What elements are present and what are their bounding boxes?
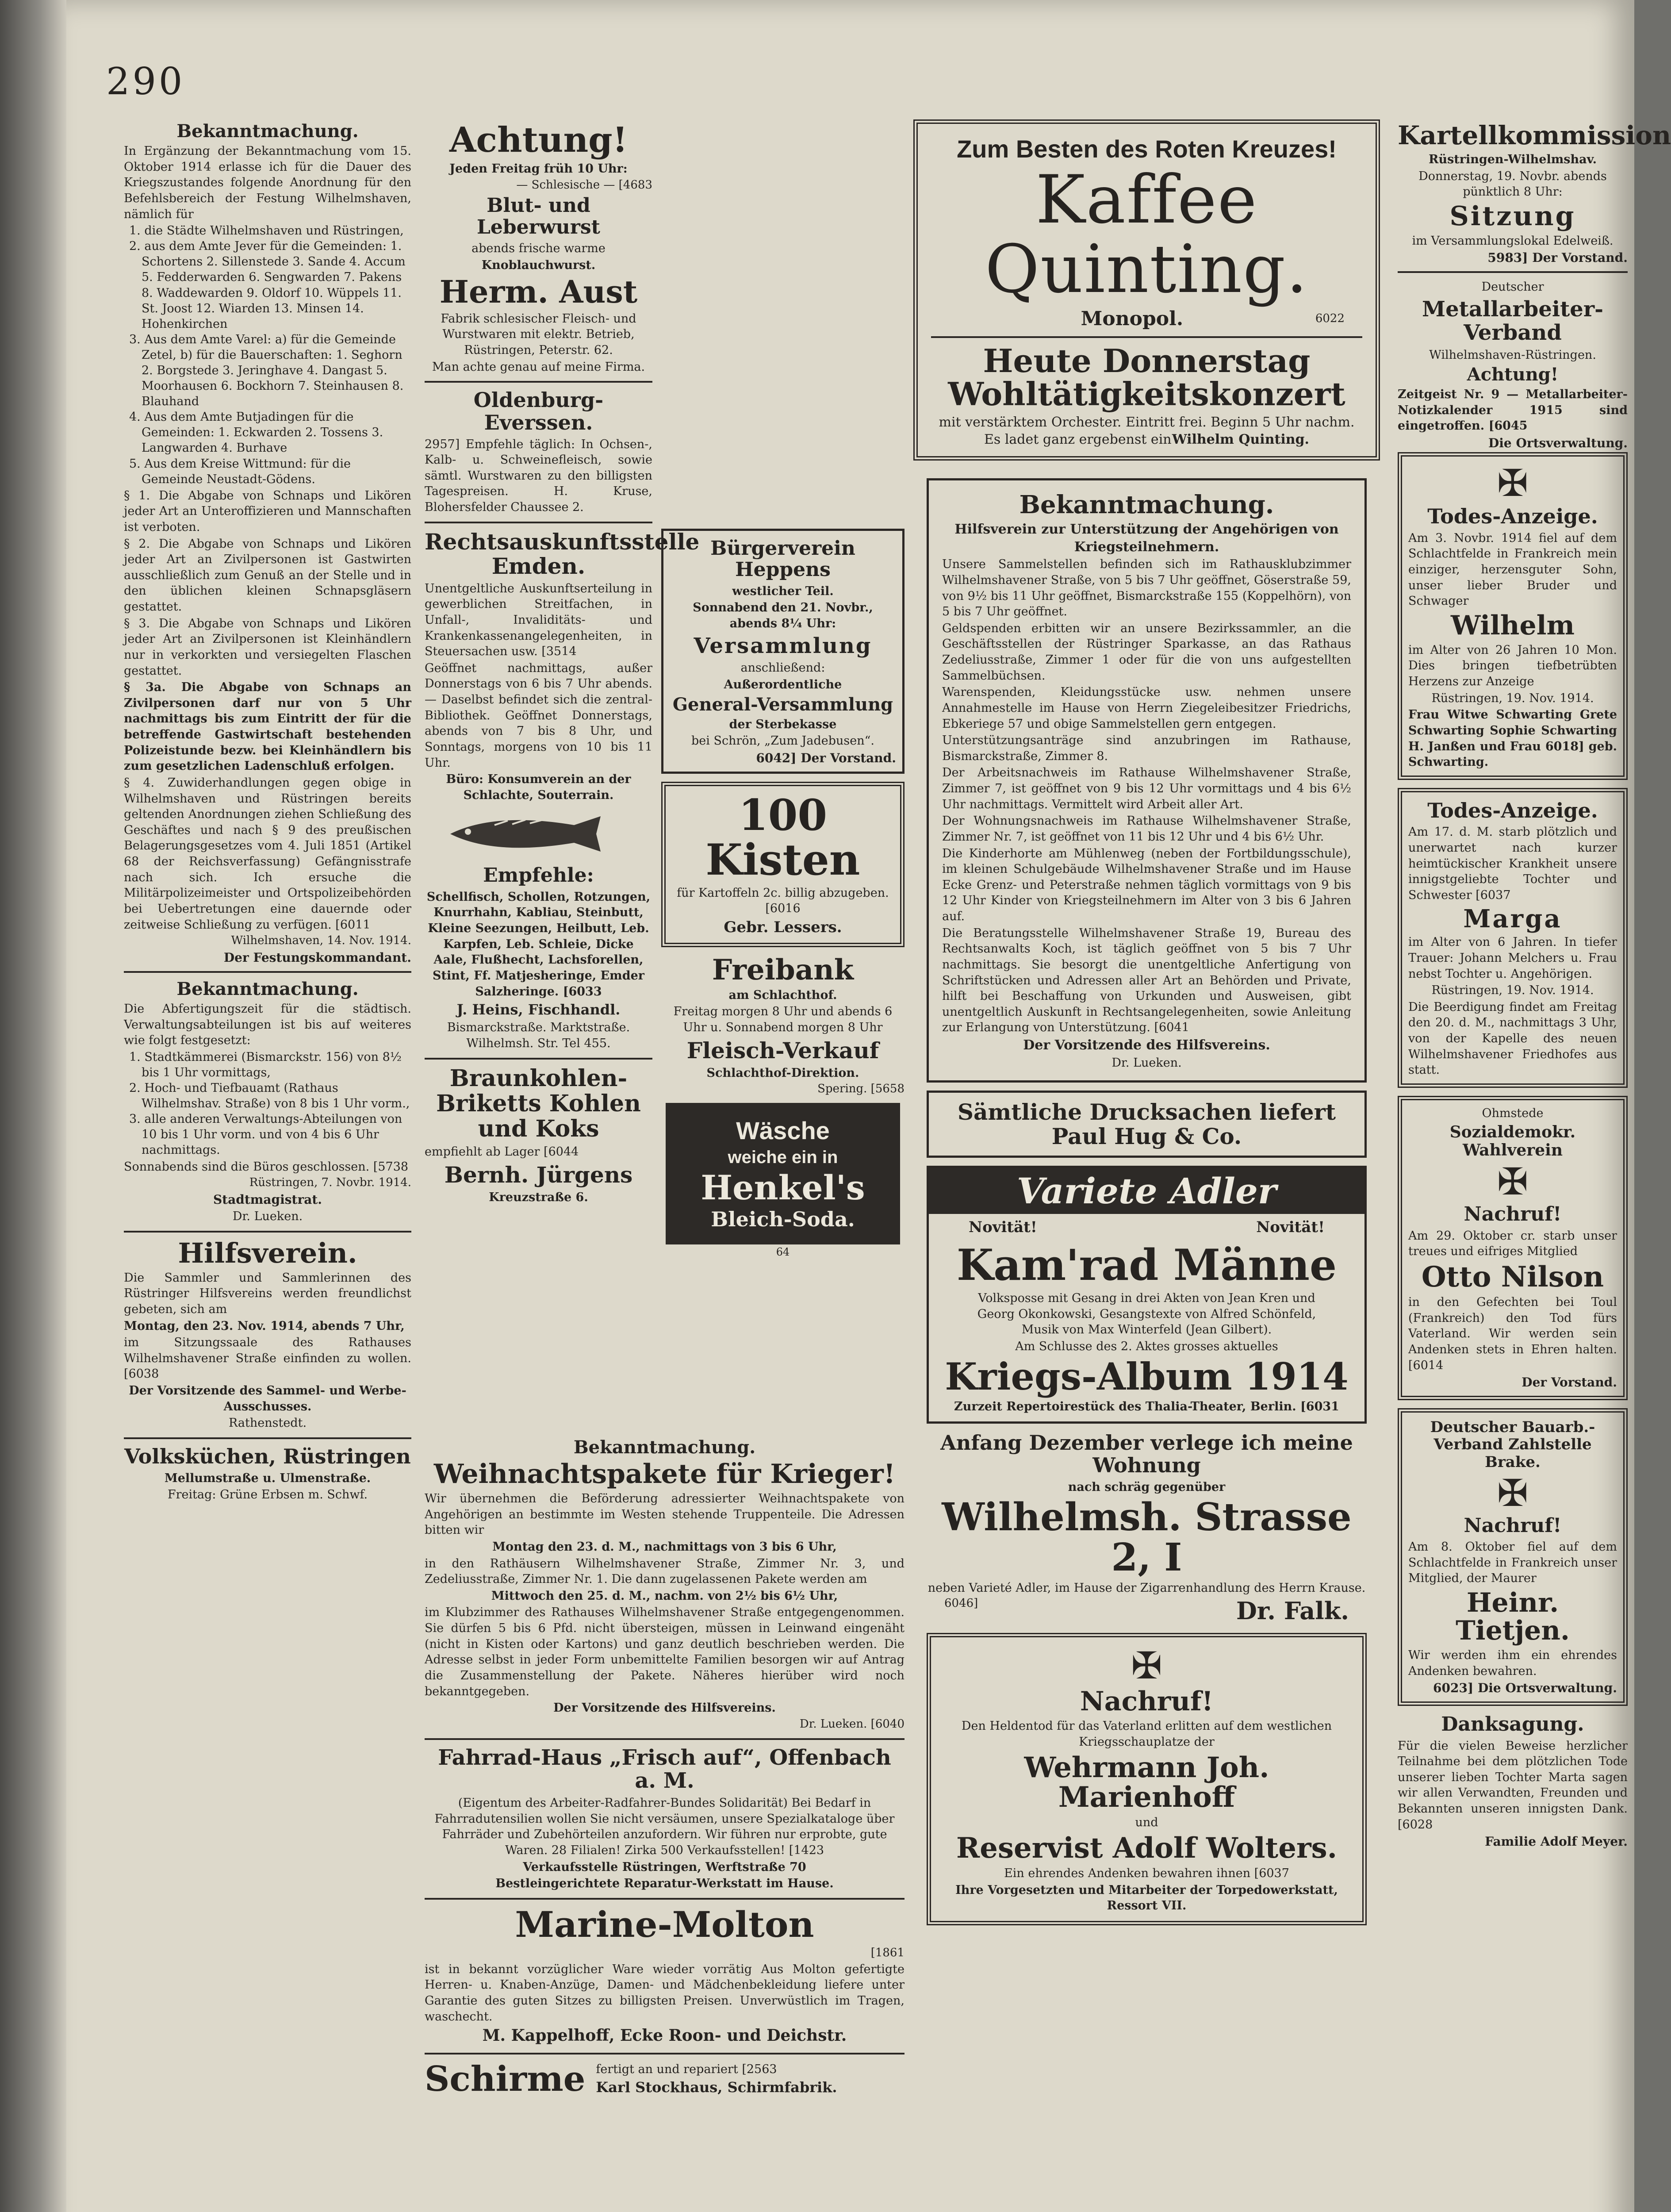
iron-cross-icon: ✠ xyxy=(1131,1644,1162,1688)
notice-title: Bekanntmachung. xyxy=(176,979,359,1000)
signature: Familie Adolf Meyer. xyxy=(1485,1834,1628,1849)
ad-volkskuechen xyxy=(124,1445,411,1503)
list-item: 4. Aus dem Amte Butjadingen für die Gemeinden: 1. Eckwarden 2. Tossens 3. Langwarden 4. Burhave xyxy=(129,410,383,455)
notice-text: in den Gefechten bei Toul (Frankreich) den Tod fürs Vaterland. Wir werden sein Andenken stets in Ehren halten. [6014 xyxy=(1408,1295,1617,1372)
notice-hilfsverein xyxy=(124,1239,411,1431)
ad-invite-row xyxy=(931,432,1362,447)
notice-danksagung xyxy=(1398,1714,1628,1849)
ad-subtitle: Mellumstraße u. Ulmenstraße. xyxy=(164,1471,371,1485)
newspaper-page xyxy=(66,0,1671,2212)
signer-name: Spering. [5658 xyxy=(817,1082,904,1096)
ad-company: M. Kappelhoff, Ecke Roon- und Deichstr. xyxy=(482,2026,847,2045)
ad-title: Kartellkommission xyxy=(1398,120,1671,150)
ad-title: Fahrrad-Haus „Frisch auf“, Offenbach a. M. xyxy=(438,1745,891,1793)
ad-text: fertigt an und repariert [2563 xyxy=(596,2062,777,2076)
list-item: 5. Aus dem Kreise Wittmund: für die Gemeinde Neustadt-Gödens. xyxy=(129,457,351,486)
ad-sub: Rüstringen-Wilhelmshav. xyxy=(1429,152,1597,166)
ad-text: Freitag morgen 8 Uhr und abends 6 Uhr u. Sonnabend morgen 8 Uhr xyxy=(673,1005,893,1035)
ad-buergerverein xyxy=(661,529,904,774)
ad-rechtsauskunft xyxy=(425,528,700,803)
ad-product: Bleich-Soda. xyxy=(711,1207,855,1231)
ad-text: Am Schlusse des 2. Aktes grosses aktuelles xyxy=(1015,1340,1278,1353)
notice-title: Bekanntmachung. xyxy=(176,121,359,142)
ad-text: und xyxy=(1135,1816,1158,1830)
divider xyxy=(425,1898,904,1900)
paragraph: Warenspenden, Kleidungsstücke usw. nehmen unsere Annahmestelle im Hause von Herrn Ziegeleibesitzer Friedrichs, Ebkeriege 57 und obige Sammelstellen gern entgegen. xyxy=(942,685,1351,731)
notice-text: in den Rathäusern Wilhelmshavener Straße, Zimmer Nr. 3, und Zedeliusstraße, Zimmer Nr. 1. Die dann zugelassenen Pakete werden am xyxy=(425,1556,904,1586)
ad-line: mit verstärktem Orchester. Eintritt frei. Beginn 5 Uhr nachm. xyxy=(939,414,1355,430)
paragraph: § 3a. Die Abgabe von Schnaps an Zivilpersonen darf nur von 5 Uhr nachmittags bis zum Eintritt der für die betreffende Gastwirtschaft bestehenden Polizeistunde bezw. bei Kleinhändlern bis zum gesetzlichen Ladenschluß erfolgen. xyxy=(124,680,411,773)
ad-desc: Fabrik schlesischer Fleisch- und Wurstwaren mit elektr. Betrieb, Rüstringen, Peterstr. 62. xyxy=(441,311,636,357)
ad-line: weiche ein in xyxy=(728,1147,838,1167)
ad-text: Knoblauchwurst. xyxy=(481,258,596,272)
ad-pre: Ohmstede xyxy=(1482,1106,1544,1120)
ad-title: Schirme xyxy=(425,2058,586,2099)
page-number: 290 xyxy=(106,60,185,103)
notice-text: Für die vielen Beweise herzlicher Teilnahme bei dem plötzlichen Tode unserer lieben Tochter Marta sagen wir allen Verwandten, Freunden und Bekannten unseren innigsten Dank. [6028 xyxy=(1398,1739,1628,1832)
ad-event: Sitzung xyxy=(1449,200,1576,232)
ad-text: Außerordentliche xyxy=(724,678,842,692)
iron-cross-icon: ✠ xyxy=(1497,1160,1529,1204)
ad-druckerei xyxy=(927,1091,1367,1158)
ad-title: Braunkohlen-Briketts Kohlen und Koks xyxy=(436,1064,641,1143)
signature: Die Ortsverwaltung. xyxy=(1488,436,1628,451)
notice-hours xyxy=(124,979,411,1225)
ad-variete xyxy=(927,1166,1367,1424)
divider xyxy=(1398,271,1628,273)
ad-sub: Wilhelmshaven-Rüstringen. xyxy=(1429,348,1596,362)
notice-text: Am 8. Oktober fiel auf dem Schlachtfelde in Frankreich unser Mitglied, der Maurer xyxy=(1408,1540,1617,1586)
ad-title: Kaffee Quinting. xyxy=(985,161,1308,308)
divider xyxy=(425,2053,904,2055)
deceased-name: Heinr. Tietjen. xyxy=(1456,1587,1570,1646)
notice-text: Wir übernehmen die Beförderung adressierter Weihnachtspakete von Angehörigen an bestimmte im Westen stehende Truppenteile. Die Adressen bitten wir xyxy=(425,1492,904,1537)
paragraph: Die Beratungsstelle Wilhelmshavener Straße 19, Bureau des Rechtsanwalts Koch, ist täglich geöffnet von 5 bis 7 Uhr nachmittags. Sie besorgt die unentgeltliche Anfertigung von Schriftstücken und Adressen aller Art an Behörden und Private, hilft bei Beschaffung von Urkunden und Ausweisen, gibt unentgeltlich Auskunft in Rechtsangelegenheiten, sowie Anleitung zur Erlangung von Unterstützung. [6041 xyxy=(942,926,1351,1035)
ad-metallarbeiter xyxy=(1398,279,1628,450)
ad-code: 6022 xyxy=(1315,312,1345,326)
ad-henkel xyxy=(666,1103,900,1244)
ad-text: Volksposse mit Gesang in drei Akten von Jean Kren und Georg Okonkowski, Gesangstexte von Alfred Schönfeld, Musik von Max Winterfeld (Jean Gilbert). xyxy=(977,1291,1316,1337)
ad-title: Sozialdemokr. Wahlverein xyxy=(1449,1122,1576,1160)
notice-date: Mittwoch den 25. d. M., nachm. von 2½ bis 6½ Uhr, xyxy=(491,1589,838,1603)
signature: Wilhelm Quinting. xyxy=(1172,432,1309,448)
notice-text: im Sitzungssaale des Rathauses Wilhelmshavener Straße einfinden zu wollen. [6038 xyxy=(124,1336,411,1381)
paragraph: § 1. Die Abgabe von Schnaps und Likören jeder Art an Unteroffizieren und Mannschaften ist verboten. xyxy=(124,488,411,534)
ad-text: Zeitgeist Nr. 9 — Metallarbeiter-Notizkalender 1915 sind eingetroffen. [6045 xyxy=(1398,388,1628,433)
signer-name: Dr. Lueken. xyxy=(1111,1056,1182,1070)
column-1 xyxy=(124,119,411,1504)
ad-line: Bestleingerichtete Reparatur-Werkstatt im Hause. xyxy=(495,1877,834,1891)
ad-title: Achtung! xyxy=(449,120,628,160)
obituary-tietjen xyxy=(1398,1408,1628,1706)
ad-novelty: Novität! xyxy=(1256,1218,1325,1237)
notice-text: Am 29. Oktober cr. starb unser treues und eifriges Mitglied xyxy=(1408,1229,1617,1259)
notice-title: Bekanntmachung. xyxy=(573,1437,756,1458)
paragraph: Geldspenden erbitten wir an unsere Bezirkssammler, an die Geschäftsstellen der Rüstringer Sparkasse, an das Rathaus Zedeliusstraße, Zimmer 1 oder für die von uns aufgestellten Sammelbüchsen. xyxy=(942,621,1351,683)
divider xyxy=(425,1058,652,1060)
ad-date: Sonnabend den 21. Novbr., abends 8¼ Uhr: xyxy=(693,601,873,631)
death-notice-wilhelm xyxy=(1398,452,1628,780)
ad-body xyxy=(596,2061,837,2098)
ad-text: Ein ehrendes Andenken bewahren ihnen [6037 xyxy=(1004,1866,1289,1880)
ad-text: 2957] Empfehle täglich: In Ochsen-, Kalb- u. Schweinefleisch, sowie sämtl. Wurstwaren zu den billigsten Tagespreisen. H. Kruse, Blohersfelder Chaussee 2. xyxy=(425,437,652,515)
paragraph: Die Kinderhorte am Mühlenweg (neben der Fortbildungsschule), im kleinen Schulgebäude Wilhelmshavener Straße und im Hause Ecke Grenz- und Peterstraße nehmen täglich vormittags von 9 bis 12 Uhr Kinder von Kriegsteilnehmern im Alter von 3 bis 6 Jahren auf. xyxy=(942,846,1351,924)
notice-title: Danksagung. xyxy=(1441,1713,1584,1736)
notice-date: Montag den 23. d. M., nachmittags von 3 bis 6 Uhr, xyxy=(492,1540,837,1554)
ad-event: Fleisch-Verkauf xyxy=(686,1037,879,1064)
ad-top: Zum Besten des Roten Kreuzes! xyxy=(957,135,1337,163)
signer-name: Dr. Lueken. xyxy=(232,1209,303,1223)
signer-name: Dr. Lueken. [6040 xyxy=(799,1717,904,1731)
paragraph: Der Wohnungsnachweis im Rathause Wilhelmshavener Straße, Zimmer Nr. 7, ist geöffnet von 11 bis 12 Uhr und 4 bis 6½ Uhr. xyxy=(942,814,1351,844)
fish-illustration xyxy=(441,807,636,860)
list-item: 2. aus dem Amte Jever für die Gemeinden: 1. Schortens 2. Sillenstede 3. Sande 4. Accum 5. Fedderwarden 6. Sengwarden 7. Pakens 8. Waddewarden 9. Oldorf 10. Wüppels 11. St. Joost 12. Wiarden 13. Minsen 14. Hohenkirchen xyxy=(129,239,406,331)
list-item: 1. die Städte Wilhelmshaven und Rüstringen, xyxy=(129,224,404,238)
signature: Stadtmagistrat. xyxy=(213,1192,322,1207)
signature: 6042] Der Vorstand. xyxy=(756,750,896,765)
ad-title: Metallarbeiter-Verband xyxy=(1422,297,1604,345)
ad-company: J. Heins, Fischhandl. xyxy=(456,1001,621,1018)
ad-sub: westlicher Teil. xyxy=(732,584,834,598)
divider xyxy=(124,1231,411,1233)
notice-intro: In Ergänzung der Bekanntmachung vom 15. Oktober 1914 erlasse ich für die Dauer des Kriegszustandes folgende Anordnung für den Befehlsbereich der Festung Wilhelmshaven, nämlich für xyxy=(124,144,411,221)
ad-text: ist in bekannt vorzüglicher Ware wieder vorrätig Aus Molton gefertigte Herren- u. Knaben-Anzüge, Damen- und Mädchenbekleidung liefere unter Garantie des guten Sitzes zu billigsten Preisen. Unverwüstlich im Tragen, waschecht. xyxy=(425,1962,904,2024)
ad-schirme xyxy=(425,2058,904,2099)
ad-kruse xyxy=(425,389,652,515)
notice-text: Am 17. d. M. starb plötzlich und unerwartet nach kurzer heimtückischer Krankheit unsere innigstgeliebte Tochter und Schwester [6037 xyxy=(1408,825,1617,902)
ad-freibank xyxy=(661,955,904,1097)
ad-text: Den Heldentod für das Vaterland erlitten auf dem westlichen Kriegsschauplatze der xyxy=(961,1719,1332,1749)
signer-name: Rathenstedt. xyxy=(228,1416,307,1430)
deceased-name: Otto Nilson xyxy=(1421,1260,1604,1294)
ad-text: neben Varieté Adler, im Hause der Zigarrenhandlung des Herrn Krause. xyxy=(927,1581,1366,1595)
ad-event: General-Versammlung xyxy=(672,694,893,715)
ad-text: für Kartoffeln 2c. billig abzugeben. [6016 xyxy=(677,886,889,916)
ad-title: Volksküchen, Rüstringen xyxy=(124,1444,411,1468)
paragraph: Der Arbeitsnachweis im Rathause Wilhelmshavener Straße, Zimmer 7, ist geöffnet von 9 bis 12 Uhr vormittags und 4 bis 6½ Uhr nachmittags. Vermittelt wird Arbeit aller Art. xyxy=(942,766,1351,811)
signature: Ihre Vorgesetzten und Mitarbeiter der Torpedowerkstatt, Ressort VII. xyxy=(955,1883,1338,1913)
ad-novelty: Novität! xyxy=(969,1218,1037,1237)
paragraph: Unterstützungsanträge sind anzubringen im Rathause, Bismarckstraße, Zimmer 8. xyxy=(942,733,1351,763)
notice-intro: Die Abfertigungszeit für die städtisch. Verwaltungsabteilungen ist bis auf weiteres wie folgt festgesetzt: xyxy=(124,1002,411,1048)
ad-kisten xyxy=(661,782,904,947)
death-notice-marga xyxy=(1398,788,1628,1088)
ad-footer-row xyxy=(927,1597,1367,1625)
iron-cross-icon: ✠ xyxy=(1497,1471,1529,1515)
ad-kaffee-quinting xyxy=(913,119,1380,461)
notice-title: Nachruf! xyxy=(1464,1203,1562,1226)
deceased-name: Marga xyxy=(1463,904,1562,933)
notice-weihnachtspakete xyxy=(425,1437,904,1732)
notice-fortress xyxy=(124,121,411,965)
signature: Der Vorsitzende des Hilfsvereins. xyxy=(553,1701,776,1715)
ad-code: 6046] xyxy=(944,1597,978,1610)
notice-text: Die Sammler und Sammlerinnen des Rüstringer Hilfsvereins werden freundlichst gebeten, sich am xyxy=(124,1271,411,1316)
ad-text: Geöffnet nachmittags, außer Donnerstags von 6 bis 7 Uhr abends. — Daselbst befindet sich die zentral-Bibliothek. Geöffnet Donnerstags, abends von 7 bis 8 Uhr, und Sonntags, morgens von 10 bis 11 Uhr. xyxy=(425,661,652,770)
iron-cross-icon: ✠ xyxy=(1497,461,1529,505)
divider xyxy=(425,1738,904,1740)
ad-address: Wilhelmsh. Strasse 2, I xyxy=(942,1495,1352,1580)
ad-sub: — Schlesische — [4683 xyxy=(516,178,652,192)
ad-code: [1861 xyxy=(870,1946,904,1959)
ad-title: Nachruf! xyxy=(1080,1686,1214,1717)
ad-show: Kam'rad Männe xyxy=(956,1240,1337,1290)
ad-title: Deutscher Bauarb.-Verband Zahlstelle Brake. xyxy=(1430,1418,1595,1471)
notice-title: Hilfsverein. xyxy=(178,1237,357,1269)
ad-location: bei Schrön, „Zum Jadebusen“. xyxy=(691,734,874,748)
ad-title: Marine-Molton xyxy=(515,1903,814,1945)
divider xyxy=(931,336,1362,338)
place-date: Rüstringen, 19. Nov. 1914. xyxy=(1431,983,1594,998)
ad-note: Man achte genau auf meine Firma. xyxy=(432,360,645,374)
ad-title: 100 Kisten xyxy=(705,790,860,885)
notice-text: Wir werden ihm ein ehrendes Andenken bewahren. xyxy=(1408,1648,1617,1678)
ad-juergens xyxy=(425,1066,652,1206)
ad-company: Herm. Aust xyxy=(439,273,638,311)
ad-date: Donnerstag, 19. Novbr. abends pünktlich 8 Uhr: xyxy=(1418,169,1607,199)
ad-text: anschließend: xyxy=(740,661,825,675)
notice-sub: Hilfsverein zur Unterstützung der Angehörigen von Kriegsteilnehmern. xyxy=(954,522,1339,555)
ad-line: Wäsche xyxy=(736,1117,830,1145)
ad-text: empfiehlt ab Lager [6044 xyxy=(425,1145,579,1159)
ad-heins xyxy=(425,865,652,1051)
notice-text: Am 3. Novbr. 1914 fiel auf dem Schlachtfelde in Frankreich mein einziger, herzensguter Sohn, unser lieber Bruder und Schwager xyxy=(1408,531,1617,608)
ad-novelty-row xyxy=(929,1214,1364,1240)
book-spine xyxy=(0,0,66,2212)
ad-title: Oldenburg-Everssen. xyxy=(473,388,604,434)
notice-title: Todes-Anzeige. xyxy=(1427,504,1598,529)
ad-company: Gebr. Lessers. xyxy=(724,918,842,936)
ad-text: Freitag: Grüne Erbsen m. Schwf. xyxy=(167,1488,368,1502)
place-date: Rüstringen, 19. Nov. 1914. xyxy=(1431,691,1594,705)
notice-text: im Alter von 26 Jahren 10 Mon. Dies bringen tiefbetrübten Herzens zur Anzeige xyxy=(1408,643,1617,689)
notice-bekanntmachung-hilfsverein xyxy=(927,478,1367,1083)
ad-aust xyxy=(425,122,652,375)
list-item: 2. Hoch- und Tiefbauamt (Rathaus Wilhelmshav. Straße) von 8 bis 1 Uhr vorm., xyxy=(129,1081,410,1111)
ad-line: Es ladet ganz ergebenst ein xyxy=(984,432,1172,448)
ad-brand: Henkel's xyxy=(701,1167,865,1207)
signature: Schlachthof-Direktion. xyxy=(706,1066,859,1080)
ad-title: Bürgerverein Heppens xyxy=(710,537,855,581)
ad-nachruf-torpedo xyxy=(927,1633,1367,1925)
place-date: Rüstringen, 7. Novbr. 1914. xyxy=(249,1176,411,1190)
ad-mono: Monopol. xyxy=(1081,307,1184,330)
ad-mono-row xyxy=(931,307,1362,330)
ad-fahrrad xyxy=(425,1746,904,1892)
ad-marine-molton xyxy=(425,1903,904,2047)
notice-headline: Weihnachtspakete für Krieger! xyxy=(433,1459,896,1490)
ad-name: Dr. Falk. xyxy=(1236,1597,1349,1625)
divider xyxy=(124,1437,411,1439)
ad-title: Freibank xyxy=(712,953,854,987)
column-3 xyxy=(661,529,904,1427)
paragraph: § 4. Zuwiderhandlungen gegen obige in Wilhelmshaven und Rüstringen bereits geltenden Anordnungen ziehen Schließung des Geschäftes und nach § 9 des preußischen Belagerungsgesetzes vom 4. Juli 1851 (Artikel 68 der Reichsverfassung) Gefängnisstrafe nach sich. Ich ersuche die Militärpolizeimeister und Ortspolizeibehörden bei Uebertretungen eine dauernde oder zeitweise Schließung zu verfügen. [6011 xyxy=(124,776,411,932)
divider xyxy=(425,522,652,523)
ad-product: Blut- und Leberwurst xyxy=(476,194,601,238)
ad-line: Jeden Freitag früh 10 Uhr: xyxy=(449,161,628,176)
paragraph: § 2. Die Abgabe von Schnaps und Likören jeder Art an Zivilpersonen ist Gastwirten ausschließlich zum Genuß an der Stelle und in den üblichen kleinen Schnapsgläsern gestattet. xyxy=(124,537,411,614)
ad-line: nach schräg gegenüber xyxy=(1068,1480,1226,1494)
note: Sonnabends sind die Büros geschlossen. [5738 xyxy=(124,1160,409,1174)
ad-text: (Eigentum des Arbeiter-Radfahrer-Bundes Solidarität) Bei Bedarf in Fahrradutensilien wollen Sie nicht versäumen, unsere Spezialkataloge über Fahrräder und Zubehörteilen anzufordern. Wir führen nur erprobte, gute Waren. 28 Filialen! Zirka 500 Verkaufsstellen! [1423 xyxy=(434,1796,895,1858)
ad-code: 64 xyxy=(776,1246,790,1259)
deceased-name: Wehrmann Joh. Marienhoff xyxy=(1024,1751,1269,1814)
ad-title: Variete Adler xyxy=(929,1168,1364,1214)
meeting-date: Montag, den 23. Nov. 1914, abends 7 Uhr, xyxy=(124,1319,405,1333)
place-date: Wilhelmshaven, 14. Nov. 1914. xyxy=(231,934,411,948)
paragraph: § 3. Die Abgabe von Schnaps und Likören jeder Art an Zivilpersonen ist Kleinhändlern nur in verkorkten und versiegelten Flaschen gestattet. xyxy=(124,616,411,678)
ad-address: Bismarckstraße. Marktstraße. Wilhelmsh. Str. Tel 455. xyxy=(447,1021,630,1051)
signature: Der Vorsitzende des Sammel- und Werbe-Ausschusses. xyxy=(129,1384,406,1413)
ad-sub: am Schlachthof. xyxy=(728,988,837,1002)
list-item: 3. alle anderen Verwaltungs-Abteilungen von 10 bis 1 Uhr vorm. und von 4 bis 6 Uhr nachmittags. xyxy=(129,1112,402,1157)
ad-line: Anfang Dezember verlege ich meine Wohnung xyxy=(940,1431,1353,1478)
notice-title: Todes-Anzeige. xyxy=(1427,798,1598,822)
ad-event: Versammlung xyxy=(694,633,872,658)
ad-kartellkommission xyxy=(1398,120,1671,265)
ad-headline: Heute Donnerstag Wohltätigkeitskonzert xyxy=(948,342,1345,413)
list-item: 1. Stadtkämmerei (Bismarckstr. 156) von 8½ bis 1 Uhr vormittags, xyxy=(129,1050,402,1079)
signature: Der Vorstand. xyxy=(1522,1375,1617,1390)
ad-pre: Deutscher xyxy=(1481,280,1544,294)
notice-text: im Alter von 6 Jahren. In tiefer Trauer: Johann Melchers u. Frau nebst Tochter u. Angehörigen. xyxy=(1408,935,1617,981)
ad-title: Rechtsauskunftsstelle Emden. xyxy=(425,528,700,579)
ad-text: Unentgeltliche Auskunftserteilung in gewerblichen Streitfachen, in Unfall-, Invaliditäts- und Krankenkassenangelegenheiten, in Steuersachen usw. [3514 xyxy=(425,581,652,659)
paragraph: Unsere Sammelstellen befinden sich im Rathausklubzimmer Wilhelmshavener Straße, von 5 bis 7 Uhr geöffnet, Göserstraße 59, von 9½ bis 11 Uhr geöffnet, Bismarckstraße 155 (Koppelhörn), von 5 bis 7 Uhr geöffnet. xyxy=(942,557,1351,619)
divider xyxy=(425,381,652,383)
ad-text: im Versammlungslokal Edelweiß. xyxy=(1412,234,1614,248)
ad-event: Achtung! xyxy=(1467,364,1559,385)
signature: Der Festungskommandant. xyxy=(223,950,411,965)
ad-title: Empfehle: xyxy=(483,864,594,887)
signature: Der Vorsitzende des Hilfsvereins. xyxy=(1023,1037,1270,1053)
ad-office: Büro: Konsumverein an der Schlachte, Souterrain. xyxy=(446,772,631,802)
list-item: 3. Aus dem Amte Varel: a) für die Gemeinde Zetel, b) für die Bauerschaften: 1. Seghorn 2. Borgstede 3. Jeringhave 4. Dangast 5. Moorhausen 6. Bockhorn 7. Steinhausen 8. Blauhand xyxy=(129,332,404,409)
column-4 xyxy=(913,119,1380,2212)
column-5 xyxy=(1398,119,1671,2212)
wide-block xyxy=(425,1436,904,2212)
deceased-name: Wilhelm xyxy=(1451,610,1575,641)
ad-text: der Sterbekasse xyxy=(729,717,837,731)
ad-show: Kriegs-Album 1914 xyxy=(945,1354,1349,1398)
obituary-nilson xyxy=(1398,1096,1628,1400)
ad-dr-falk xyxy=(927,1432,1367,1625)
signature: 5983] Der Vorstand. xyxy=(1487,250,1628,265)
deceased-name: Reservist Adolf Wolters. xyxy=(956,1831,1337,1865)
notice-text: im Klubzimmer des Rathauses Wilhelmshavener Straße entgegengenommen. Sie dürfen 5 bis 6 Pfd. nicht übersteigen, müssen in Leinwand eingenäht (nicht in Kisten oder Kartons) und ganz deutlich beschrieben werden. Die Adresse selbst in jeder Form unbemittelte Familien besorgen wir auf Antrag die Zusammenstellung der Pakete. Näheres hierüber wird noch bekanntgegeben. xyxy=(425,1605,904,1698)
notice-text: Die Beerdigung findet am Freitag den 20. d. M., nachmittags 3 Uhr, von der Kapelle des neuen Wilhelmshavener Friedhofes aus statt. xyxy=(1408,1000,1617,1077)
ad-text: abends frische warme xyxy=(471,242,606,256)
ad-text: Zurzeit Repertoirestück des Thalia-Theater, Berlin. [6031 xyxy=(954,1399,1339,1413)
ad-address: Kreuzstraße 6. xyxy=(489,1190,588,1204)
notice-title: Bekanntmachung. xyxy=(1019,490,1274,520)
divider xyxy=(124,971,411,973)
ad-line: Verkaufsstelle Rüstringen, Werftstraße 70 xyxy=(523,1860,806,1874)
ad-title: Sämtliche Drucksachen liefert Paul Hug & Co. xyxy=(957,1099,1336,1150)
column-2 xyxy=(425,119,700,1402)
ad-company: Karl Stockhaus, Schirmfabrik. xyxy=(596,2079,837,2096)
ad-company: Bernh. Jürgens xyxy=(444,1161,633,1188)
ad-text: Schellfisch, Schollen, Rotzungen, Knurrhahn, Kabliau, Steinbutt, Kleine Seezungen, Heilbutt, Leb. Karpfen, Leb. Schleie, Dicke Aale, Flußhecht, Lachsforellen, Stint, Ff. Matjesheringe, Emder Salzheringe. [6033 xyxy=(426,890,651,998)
notice-title: Nachruf! xyxy=(1464,1514,1562,1537)
family-names: Frau Witwe Schwarting Grete Schwarting Sophie Schwarting H. Janßen und Frau 6018] geb. Schwarting. xyxy=(1408,708,1617,769)
signature: 6023] Die Ortsverwaltung. xyxy=(1433,1681,1617,1696)
